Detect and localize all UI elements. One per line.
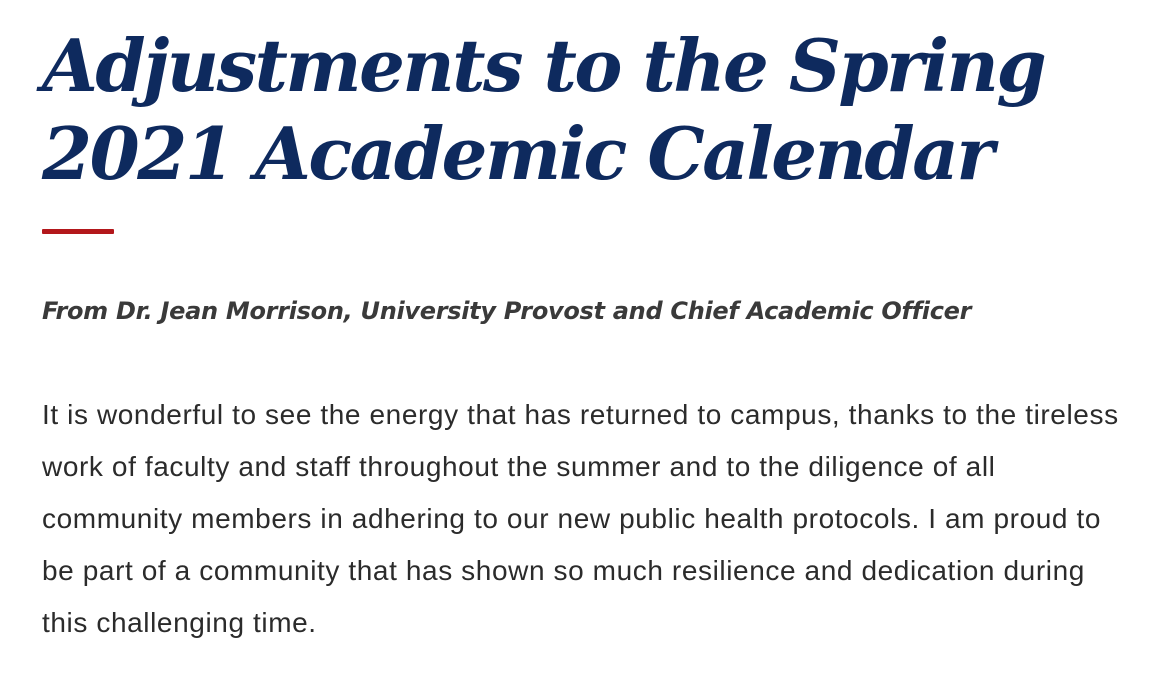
accent-divider [42, 229, 114, 234]
article-paragraph: It is wonderful to see the energy that has returned to campus, thanks to the tireless work of faculty and staff throughout the summer and to the diligence of all community members in adhering to our new public health protocols. I am proud to be part of a community that has shown so much resilience and dedication during this challenging time. [42, 399, 1119, 638]
author-byline: From Dr. Jean Morrison, University Provost and Chief Academic Officer [42, 297, 972, 325]
page-title: Adjustments to the Spring 2021 Academic Calendar [42, 23, 1045, 196]
article [42, 22, 1142, 649]
